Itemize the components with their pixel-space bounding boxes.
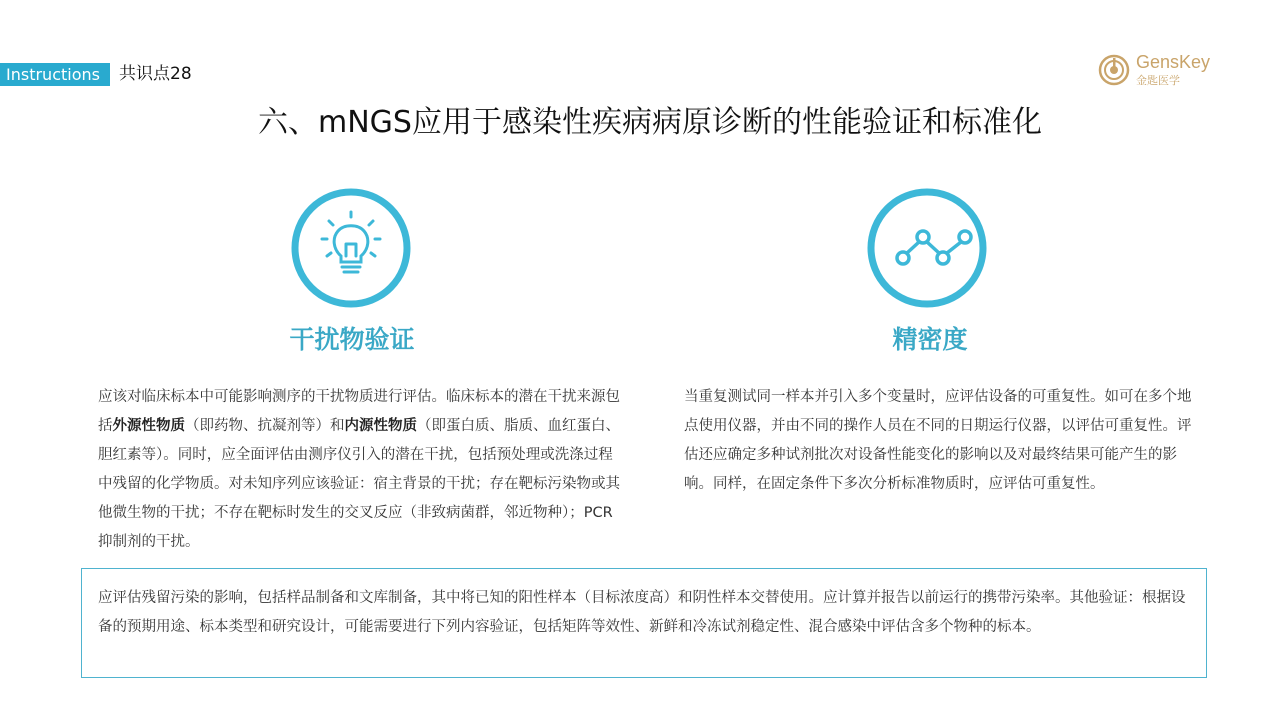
page-title: 六、mNGS应用于感染性疾病病原诊断的性能验证和标准化 [258, 105, 1042, 140]
lightbulb-icon [289, 186, 413, 310]
summary-box-text: 应评估残留污染的影响，包括样品制备和文库制备，其中将已知的阳性样本（目标浓度高）和阴性样本交替使用。应计算并报告以前运行的携带污染率。其他验证：根据设备的预期用途、标本类型和研究设计，可能需要进行下列内容验证，包括矩阵等效性、新鲜和冷冻试剂稳定性、混合感染中评估含多个物种的标本。 [98, 590, 1186, 635]
consensus-point-label: 共识点28 [119, 64, 192, 84]
genskey-logo [1098, 52, 1223, 88]
line-chart-icon [865, 186, 989, 310]
logo-mark-icon [1098, 54, 1130, 86]
interference-text-1: 应该对临床标本中可能影响测序的干扰物质进行评估。临床标本的潜在干扰来源包括 [98, 389, 620, 434]
exogenous-emphasis: 外源性物质 [112, 418, 185, 434]
logo-brand-text: GensKey [1136, 52, 1211, 72]
logo-brand-cn-text: 金匙医学 [1136, 74, 1180, 87]
instructions-tag: Instructions [0, 63, 110, 86]
precision-heading: 精密度 [892, 325, 968, 354]
precision-paragraph: 当重复测试同一样本并引入多个变量时，应评估设备的可重复性。如可在多个地点使用仪器，并由不同的操作人员在不同的日期运行仪器，以评估可重复性。评估还应确定多种试剂批次对设备性能变化的影响以及对最终结果可能产生的影响。同样，在固定条件下多次分析标准物质时，应评估可重复性。 [684, 389, 1192, 492]
interference-text-3: （即蛋白质、脂质、血红蛋白、胆红素等）。同时，应全面评估由测序仪引入的潜在干扰，包括预处理或洗涤过程中残留的化学物质。对未知序列应该验证：宿主背景的干扰；存在靶标污染物或其他微生物的干扰；不存在靶标时发生的交叉反应（非致病菌群，邻近物种）；PCR抑制剂的干扰。 [98, 418, 620, 550]
interference-heading: 干扰物验证 [289, 325, 415, 354]
interference-text-2: （即药物、抗凝剂等）和 [185, 418, 345, 434]
endogenous-emphasis: 内源性物质 [344, 418, 417, 434]
interference-paragraph [98, 383, 620, 557]
